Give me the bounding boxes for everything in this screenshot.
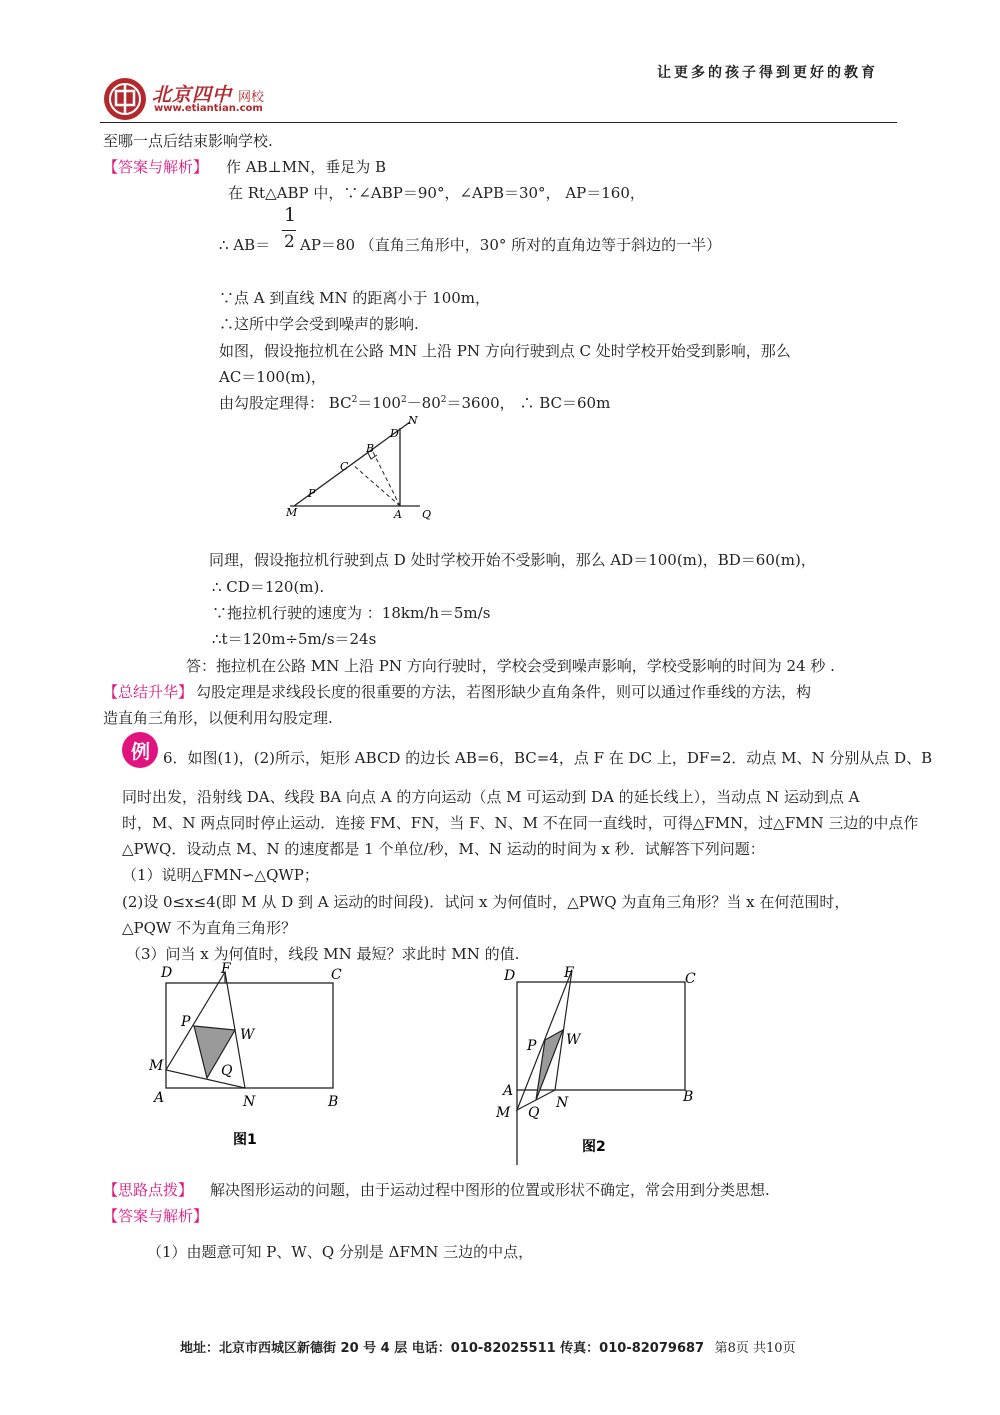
header-rule [100, 122, 897, 123]
label-Q: Q [221, 1063, 233, 1079]
text-line: ∴ AB＝ [219, 236, 271, 254]
label-D: D [504, 968, 516, 984]
text-line: △PQW 不为直角三角形？ [122, 919, 297, 937]
label-A: A [154, 1090, 165, 1106]
road-diagram [280, 410, 440, 525]
text-line: 时，M、N 两点同时停止运动．连接 FM、FN，当 F、N、M 不在同一直线时，可得△FMN，过△FMN 三边的中点作 [122, 814, 919, 832]
label-F: F [221, 961, 231, 977]
text-line: 解决图形运动的问题，由于运动过程中图形的位置或形状不确定，常会用到分类思想. [210, 1181, 770, 1199]
label-D: D [161, 965, 173, 981]
superscript: 2 [440, 395, 447, 405]
hint-label: 【思路点拨】 [103, 1181, 194, 1199]
text-segment: 由勾股定理得： BC [219, 394, 352, 412]
superscript: 2 [400, 395, 407, 405]
text-line: ∴t＝120m÷5m/s＝24s [212, 630, 377, 648]
figure-2 [490, 960, 705, 1165]
fig1-caption: 图1 [233, 1132, 257, 1148]
superscript: 2 [351, 395, 358, 405]
logo-suffix: 网校 [238, 90, 265, 105]
footer-address: 地址：北京市西城区新德街 20 号 4 层 电话：010-82025511 传真：010-82079687 [180, 1341, 705, 1356]
text-line: （1）由题意可知 P、W、Q 分别是 ΔFMN 三边的中点， [147, 1243, 534, 1261]
answer-label: 【答案与解析】 [103, 1207, 209, 1225]
text-line: （1）说明△FMN∽△QWP； [122, 866, 319, 884]
summary-label: 【总结升华】 [103, 683, 194, 701]
logo-emblem-icon [102, 76, 148, 122]
text-line: 勾股定理是求线段长度的很重要的方法，若图形缺少直角条件，则可以通过作垂线的方法，构 [196, 683, 812, 701]
text-line: AP＝80 （直角三角形中，30° 所对的直角边等于斜边的一半） [300, 236, 722, 254]
text-line: （3）问当 x 为何值时，线段 MN 最短？求此时 MN 的值. [126, 945, 520, 963]
example-badge [122, 732, 158, 768]
text-line: ∴ CD＝120(m). [212, 578, 325, 596]
text-line: 至哪一点后结束影响学校. [103, 132, 273, 150]
text-segment: －80 [406, 394, 441, 412]
logo-cn: 北京四中 [152, 84, 233, 106]
fig2-caption: 图2 [582, 1139, 606, 1155]
text-line: AC＝100(m)， [219, 368, 326, 386]
text-line: 在 Rt△ABP 中，∵∠ABP＝90°，∠APB＝30°， AP＝160， [228, 184, 645, 202]
label-N: N [408, 414, 418, 427]
figure-1 [145, 958, 360, 1153]
fraction-numerator: 1 [284, 204, 297, 226]
footer-page: 第8页 共10页 [714, 1341, 796, 1356]
text-line: 同时出发，沿射线 DA、线段 BA 向点 A 的方向运动（点 M 可运动到 DA 的延长线上），当动点 N 运动到点 A [122, 788, 860, 806]
text-line: ∴这所中学会受到噪声的影响. [219, 315, 419, 333]
label-A: A [503, 1083, 514, 1099]
footer [180, 1337, 796, 1356]
text-line: 造直角三角形，以便利用勾股定理. [103, 709, 333, 727]
label-C: C [340, 460, 349, 473]
fraction-denominator: 2 [284, 232, 295, 252]
label-N: N [556, 1095, 569, 1111]
label-Q: Q [528, 1105, 540, 1121]
label-Q: Q [422, 508, 432, 521]
text-line: ∵点 A 到直线 MN 的距离小于 100m， [219, 289, 491, 307]
text-line: 同理，假设拖拉机行驶到点 D 处时学校开始不受影响，那么 AD＝100(m)，BD＝60(m)， [209, 551, 816, 569]
text-line: 作 AB⊥MN，垂足为 B [226, 158, 387, 176]
line-AB-dashed [372, 450, 400, 506]
label-B: B [366, 442, 375, 455]
label-A: A [394, 508, 402, 521]
logo [102, 76, 302, 120]
text-line: 答：拖拉机在公路 MN 上沿 PN 方向行驶时，学校会受到噪声影响，学校受影响的时间为 24 秒 . [186, 657, 835, 675]
label-P: P [527, 1038, 537, 1054]
label-C: C [331, 967, 342, 983]
label-M: M [286, 506, 298, 519]
label-B: B [683, 1089, 694, 1105]
text-line: (2)设 0≤x≤4(即 M 从 D 到 A 运动的时间段)．试问 x 为何值时，△PWQ 为直角三角形？当 x 在何范围时， [122, 893, 850, 911]
label-N: N [243, 1094, 256, 1110]
text-line: 6．如图(1)，(2)所示，矩形 ABCD 的边长 AB=6，BC=4，点 F 在 DC 上，DF=2．动点 M、N 分别从点 D、B [163, 749, 933, 767]
text-line: ∵拖拉机行驶的速度为 ：18km/h＝5m/s [212, 604, 491, 622]
header-slogan: 让更多的孩子得到更好的教育 [657, 65, 878, 81]
fraction-bar [282, 230, 296, 231]
label-W: W [240, 1027, 255, 1043]
label-M: M [149, 1058, 164, 1074]
line-AC-dashed [352, 464, 400, 506]
label-F: F [564, 965, 574, 981]
label-P: P [308, 487, 316, 500]
text-segment: ＝100 [357, 394, 401, 412]
text-line: △PWQ．设动点 M、N 的速度都是 1 个单位/秒，M、N 运动的时间为 x 秒．试解答下列问题： [122, 840, 765, 858]
label-D: D [390, 427, 399, 440]
text-line: 如图，假设拖拉机在公路 MN 上沿 PN 方向行驶到点 C 处时学校开始受到影响，那么 [219, 342, 791, 360]
label-P: P [181, 1014, 191, 1030]
label-W: W [566, 1032, 581, 1048]
logo-url: www.etiantian.com [154, 103, 263, 114]
example-badge-text: 例 [131, 741, 151, 763]
label-M: M [496, 1105, 511, 1121]
label-B: B [328, 1094, 339, 1110]
answer-label: 【答案与解析】 [103, 158, 209, 176]
label-C: C [685, 971, 696, 987]
text-segment: ＝3600， ∴ BC＝60m [446, 394, 611, 412]
